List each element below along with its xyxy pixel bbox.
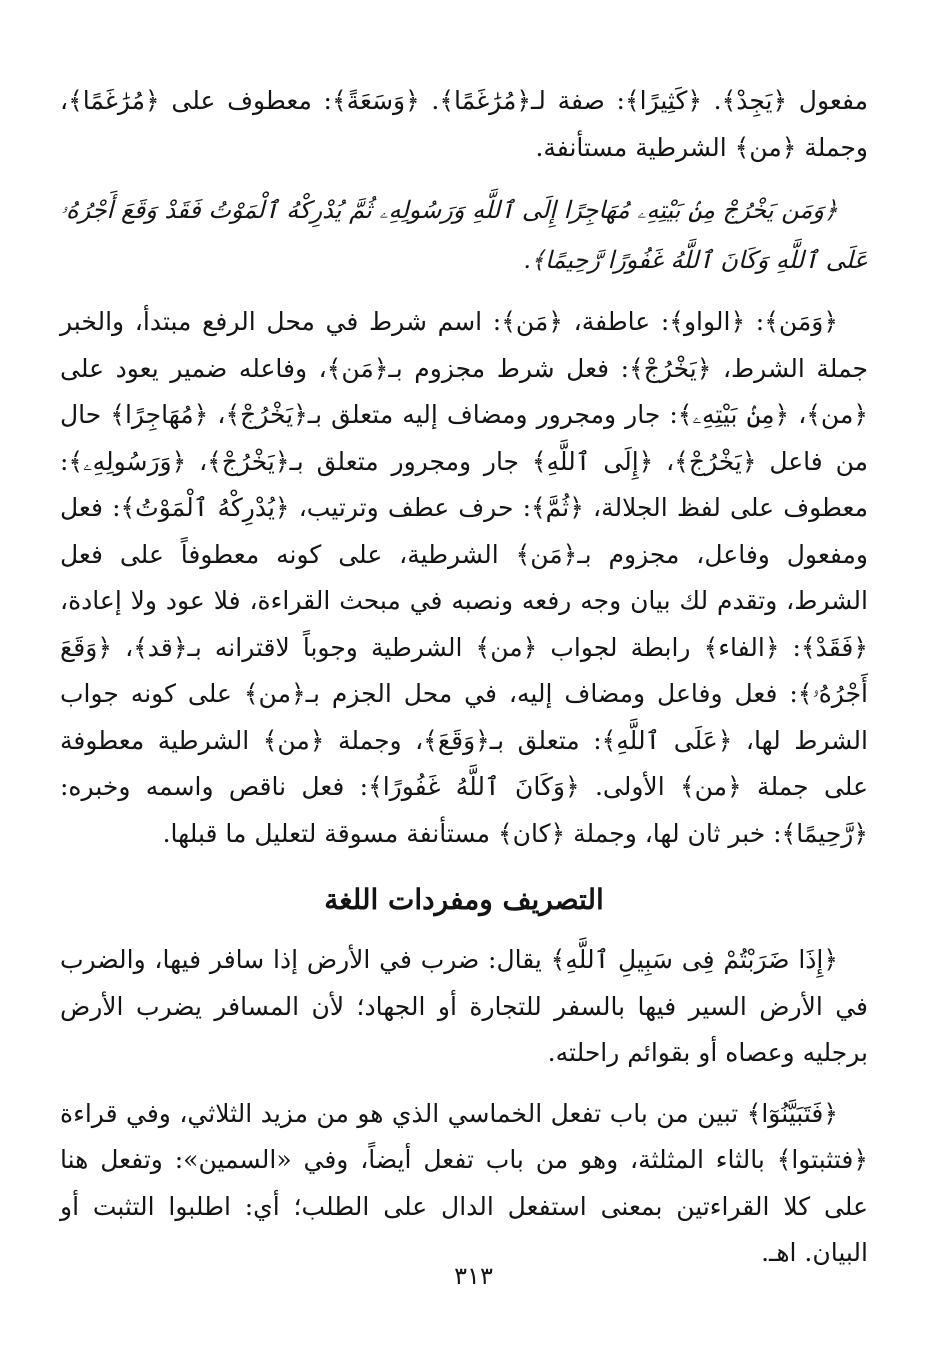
paragraph-grammar-analysis: ﴿وَمَن﴾: ﴿الواو﴾: عاطفة، ﴿مَن﴾: اسم شرط في محل الرفع مبتدأ، والخبر جملة الشرط، ﴿يَخْرُجْ﴾: فعل شرط مجزوم بـ﴿مَن﴾، وفاعله ضمير يعود على ﴿من﴾، ﴿مِنۢ بَيْتِهِۦ﴾: جار ومجرور ومضاف إليه متعلق بـ﴿يَخْرُجْ﴾، ﴿مُهَاجِرًا﴾ حال من فاعل ﴿يَخْرُجْ﴾، ﴿إِلَى ٱللَّهِ﴾ جار ومجرور متعلق بـ﴿يَخْرُجْ﴾، ﴿وَرَسُولِهِۦ﴾: معطوف على لفظ الجلالة، ﴿ثُمَّ﴾: حرف عطف وترتيب، ﴿يُدْرِكْهُ ٱلْمَوْتُ﴾: فعل ومفعول وفاعل، مجزوم بـ﴿مَن﴾ الشرطية، على كونه معطوفاً على فعل الشرط، وتقدم لك بيان وجه رفعه ونصبه في مبحث القراءة، فلا عود ولا إعادة، ﴿فَقَدْ﴾: ﴿الفاء﴾ رابطة لجواب ﴿من﴾ الشرطية وجوباً لاقترانه بـ﴿قد﴾، ﴿وَقَعَ أَجْرُهُۥ﴾: فعل وفاعل ومضاف إليه، في محل الجزم بـ﴿من﴾ على كونه جواب الشرط لها، ﴿عَلَى ٱللَّهِ﴾: متعلق بـ﴿وَقَعَ﴾، وجملة ﴿من﴾ الشرطية معطوفة على جملة ﴿من﴾ الأولى. ﴿وَكَانَ ٱللَّهُ غَفُورًا﴾: فعل ناقص واسمه وخبره: ﴿رَّحِيمًا﴾: خبر ثان لها، وجملة ﴿كان﴾ مستأنفة مسوقة لتعليل ما قبلها. <box>60 307 868 848</box>
spacer <box>60 285 868 299</box>
paragraph-vocabulary-darb: ﴿إِذَا ضَرَبْتُمْ فِى سَبِيلِ ٱللَّهِ﴾ يقال: ضرب في الأرض إذا سافر فيها، والضرب في الأرض السير فيها بالسفر للتجارة أو الجهاد؛ لأن المسافر يضرب الأرض برجليه وعصاه أو بقوائم راحلته. <box>60 945 868 1067</box>
section-heading: التصريف ومفردات اللغة <box>324 883 604 916</box>
quran-verse: ﴿وَمَن يَخْرُجْ مِنۢ بَيْتِهِۦ مُهَاجِرًا إِلَى ٱللَّهِ وَرَسُولِهِۦ ثُمَّ يُدْرِكْهُ ٱلْمَوْتُ فَقَدْ وَقَعَ أَجْرُهُۥ عَلَى ٱللَّهِ وَكَانَ ٱللَّهُ غَفُورًا رَّحِيمًا﴾. <box>60 196 868 274</box>
page-number: ٣١٣ <box>454 1262 493 1290</box>
paragraph-vocabulary-tabayyanu: ﴿فَتَبَيَّنُوٓا﴾ تبين من باب تفعل الخماسي الذي هو من مزيد الثلاثي، وفي قراءة ﴿فتثبتوا﴾ بالثاء المثلثة، وهو من باب تفعل أيضاً، وفي «السمين»: وتفعل هنا على كلا القراءتين بمعنى استفعل الدال على الطلب؛ أي: اطلبوا التثبت أو البيان. اهـ. <box>60 1098 868 1267</box>
paragraph-continuation: مفعول ﴿يَجِدْ﴾. ﴿كَثِيرًا﴾: صفة لـ﴿مُرَٰغَمًا﴾. ﴿وَسَعَةً﴾: معطوف على ﴿مُرَٰغَمًا﴾، وجملة ﴿من﴾ الشرطية مستأنفة. <box>60 86 868 162</box>
spacer <box>60 1077 868 1091</box>
page-body <box>60 78 868 1277</box>
spacer <box>60 171 868 185</box>
